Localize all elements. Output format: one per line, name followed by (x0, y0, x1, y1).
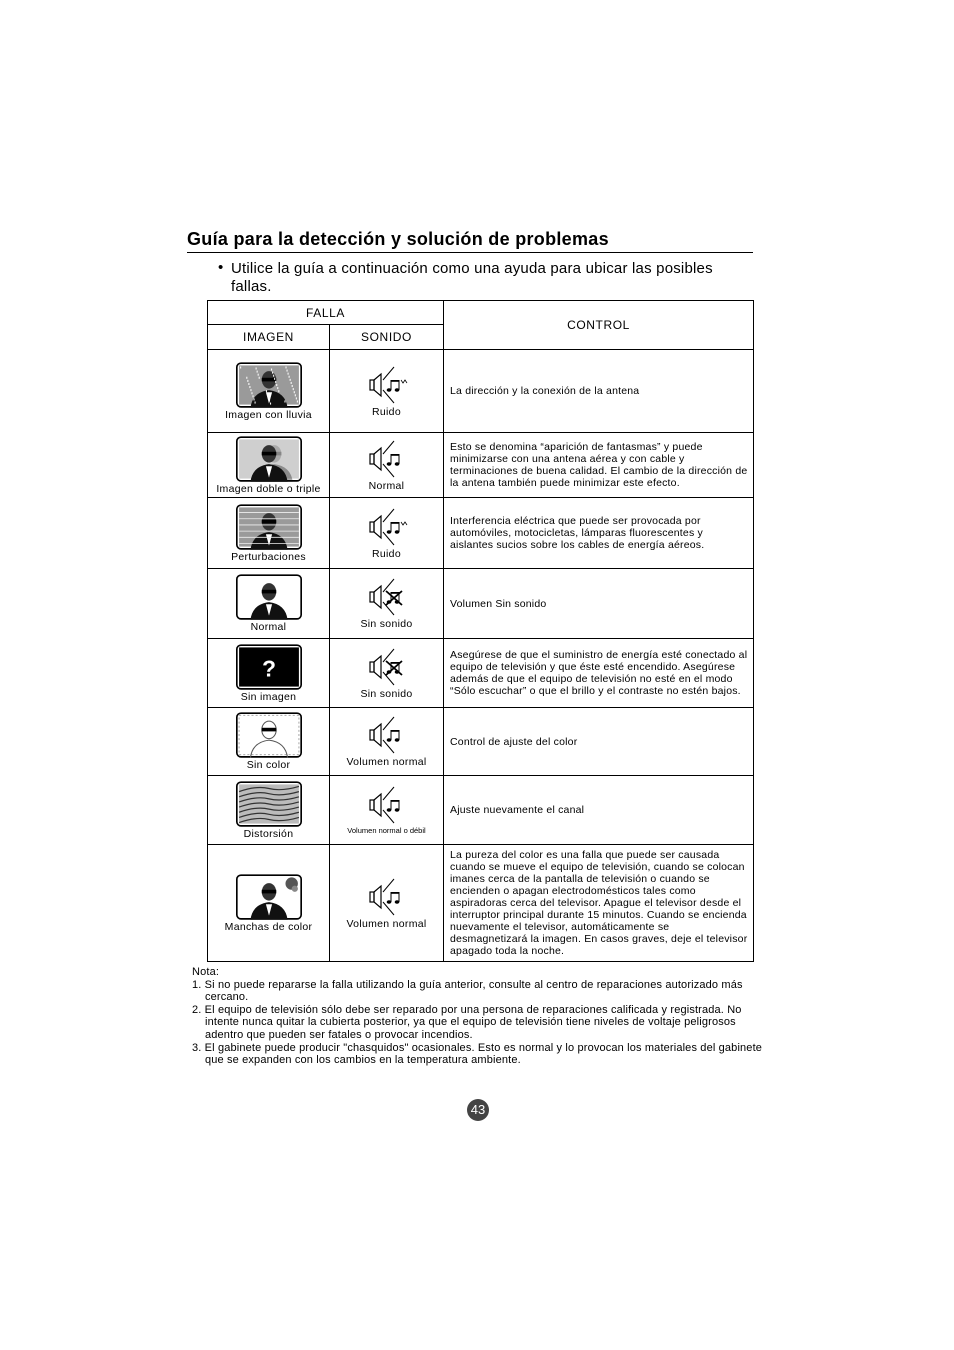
image-label: Manchas de color (224, 920, 313, 933)
control-text: Control de ajuste del color (444, 708, 754, 776)
sound-cell (330, 845, 444, 962)
sound-cell (330, 350, 444, 433)
image-cell (208, 350, 330, 433)
header-falla: FALLA (208, 301, 444, 325)
speaker-noise-icon (330, 507, 443, 547)
sound-cell (330, 639, 444, 708)
page-number: 43 (467, 1099, 489, 1121)
intro-paragraph (218, 260, 738, 296)
image-cell (208, 708, 330, 776)
image-label: Imagen doble o triple (216, 482, 321, 495)
image-cell (208, 845, 330, 962)
image-cell (208, 498, 330, 569)
sound-label: Volumen normal (346, 917, 427, 930)
speaker-noise-icon (330, 365, 443, 405)
control-text: La pureza del color es una falla que puede ser causada cuando se mueve el equipo de televisión, cuando se colocan imanes cerca de la pantalla de televisión o cuando se encienden o apagan electrodomésticos tales como aspiradoras cerca del televisor. Apague el televisor desde el interruptor principal durante 15 minutos. Cuando se encienda nuevamente el televisor, automáticamente se desmagnetizará la imagen. En casos graves, deje el televisor apagado toda la noche. (444, 845, 754, 962)
control-text: La dirección y la conexión de la antena (444, 350, 754, 433)
speaker-normal-icon (330, 785, 443, 825)
table-row (208, 708, 754, 776)
tv-normal-icon (208, 574, 329, 620)
sound-label: Volumen normal (346, 756, 427, 768)
note-item-2: 2. El equipo de televisión sólo debe ser reparado por una persona de reparaciones calificada y registrada. No intente nunca quitar la cubierta posterior, ya que el equipo de televisión tiene niveles de voltaje peligrosos adentro que pueden ser fatales o provocar incendios. (192, 1003, 742, 1041)
control-text: Asegúrese de que el suministro de energía esté conectado al equipo de televisión y que éste esté encendido. Asegúrese además de que el equipo de televisión no esté en el modo “Sólo escuchar” o que el brillo y el contraste no estén bajos. (444, 639, 754, 708)
speaker-mute-icon (330, 647, 443, 687)
troubleshooting-table (207, 300, 754, 962)
intro-text: Utilice la guía a continuación como una ayuda para ubicar las posibles fallas. (231, 260, 713, 295)
sound-label: Sin sonido (360, 618, 413, 630)
image-label: Sin imagen (240, 690, 297, 703)
table-row (208, 350, 754, 433)
sound-cell (330, 433, 444, 498)
sound-label: Ruido (372, 405, 401, 418)
table-row (208, 569, 754, 639)
sound-cell (330, 498, 444, 569)
control-text: Ajuste nuevamente el canal (444, 776, 754, 845)
table-row (208, 498, 754, 569)
image-cell (208, 639, 330, 708)
speaker-normal-icon (330, 715, 443, 755)
sound-label: Ruido (372, 547, 401, 560)
control-text: Esto se denomina “aparición de fantasmas” y puede minimizarse con una antena aérea y con cable y terminaciones de buena calidad. El cambio de la dirección de la antena también puede minimizar este efecto. (444, 433, 754, 498)
header-imagen: IMAGEN (208, 325, 330, 350)
note-item-3: 3. El gabinete puede producir "chasquidos" ocasionales. Esto es normal y lo provocan los materiales del gabinete que se expanden con los cambios en la temperatura ambiente. (192, 1041, 763, 1067)
image-label: Imagen con lluvia (225, 408, 312, 421)
sound-label: Sin sonido (360, 687, 413, 700)
sound-label: Volumen normal o débil (347, 826, 426, 835)
header-sonido: SONIDO (330, 325, 444, 350)
tv-no-picture-icon (208, 644, 329, 690)
image-label: Distorsión (243, 827, 294, 840)
sound-cell (330, 569, 444, 639)
notes (192, 966, 764, 1067)
table-row (208, 433, 754, 498)
image-label: Sin color (246, 759, 291, 771)
page-title: Guía para la detección y solución de problemas (187, 229, 753, 253)
notes-heading: Nota: (192, 966, 220, 978)
tv-rain-icon (208, 362, 329, 408)
note-item-1: 1. Si no puede repararse la falla utilizando la guía anterior, consulte al centro de reparaciones autorizado más cercano. (192, 978, 743, 1004)
sound-cell (330, 708, 444, 776)
header-control: CONTROL (444, 301, 754, 350)
tv-interference-icon (208, 504, 329, 550)
speaker-mute-icon (330, 577, 443, 617)
sound-label: Normal (368, 479, 405, 492)
image-cell (208, 569, 330, 639)
tv-no-color-icon (208, 712, 329, 758)
tv-color-spots-icon (208, 874, 329, 920)
table-row (208, 776, 754, 845)
image-cell (208, 433, 330, 498)
image-cell (208, 776, 330, 845)
sound-cell (330, 776, 444, 845)
image-label: Perturbaciones (231, 550, 306, 563)
table-row (208, 639, 754, 708)
image-label: Normal (250, 621, 287, 633)
tv-distortion-icon (208, 781, 329, 827)
speaker-normal-icon (330, 439, 443, 479)
table-row (208, 845, 754, 962)
control-text: Interferencia eléctrica que puede ser provocada por automóviles, motocicletas, lámparas fluorescentes y aislantes sucios sobre los cables de energía aéreos. (444, 498, 754, 569)
tv-ghost-icon (208, 436, 329, 482)
control-text: Volumen Sin sonido (444, 569, 754, 639)
bullet: • (218, 259, 224, 276)
speaker-normal-icon (330, 877, 443, 917)
svg-text:?: ? (261, 654, 276, 681)
